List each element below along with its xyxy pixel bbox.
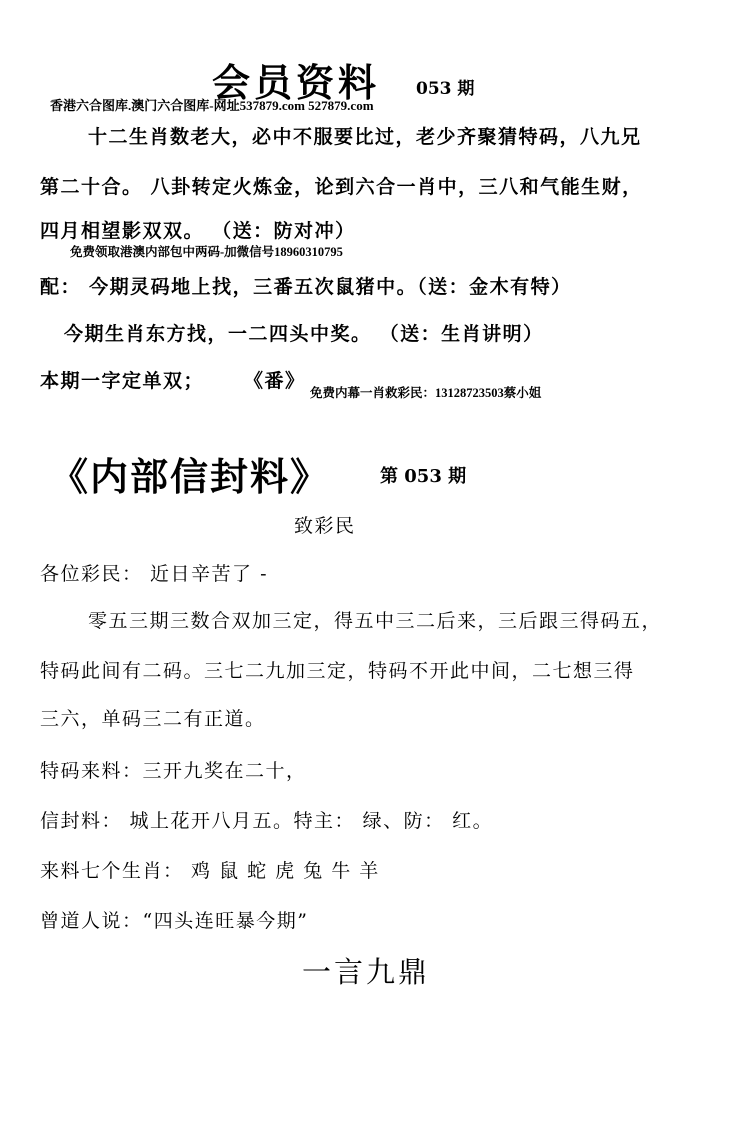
site-url-line: 香港六合图库.澳门六合图库-网址537879.com 527879.com <box>50 98 374 113</box>
letter-salutation-title: 致彩民 <box>294 515 356 537</box>
letter-issue: 第 053 期 <box>380 466 467 487</box>
poem-line-2: 第二十合。 八卦转定火炼金，论到六合一肖中，三八和气能生财， <box>40 176 643 198</box>
poem-line-6-fan: 《番》 <box>244 370 306 392</box>
ad-note-1: 免费领取港澳内部包中两码-加微信号18960310795 <box>70 245 343 259</box>
letter-envelope: 信封料： 城上花开八月五。特主： 绿、防： 红。 <box>40 810 494 832</box>
letter-greeting: 各位彩民： 近日辛苦了 - <box>40 563 268 585</box>
poem-line-3: 四月相望影双双。 （送：防对冲） <box>40 220 356 242</box>
letter-paragraph-1: 零五三期三数合双加三定，得五中三二后来，三后跟三得码五， <box>88 610 663 632</box>
letter-title: 《内部信封料》 <box>50 455 331 499</box>
ad-note-2: 免费内幕一肖救彩民：13128723503蔡小姐 <box>310 386 542 400</box>
letter-zodiac-list: 来料七个生肖： 鸡 鼠 蛇 虎 兔 牛 羊 <box>40 860 380 882</box>
poem-line-6: 本期一字定单双； <box>40 370 205 392</box>
letter-saying: 曾道人说：“四头连旺暴今期” <box>40 910 309 932</box>
poem-line-4: 配： 今期灵码地上找，三番五次鼠猪中。（送：金木有特） <box>40 276 572 298</box>
page-title: 会员资料 <box>212 61 381 105</box>
letter-paragraph-2: 特码此间有二码。三七二九加三定，特码不开此中间，二七想三得 <box>40 660 635 682</box>
poem-line-1: 十二生肖数老大，必中不服要比过，老少齐聚猜特码，八九兄 <box>88 126 642 148</box>
issue-number: 053 期 <box>416 79 475 99</box>
poem-line-5: 今期生肖东方找，一二四头中奖。 （送：生肖讲明） <box>64 323 544 345</box>
letter-paragraph-3: 三六，单码三二有正道。 <box>40 708 266 730</box>
letter-special-code: 特码来料：三开九奖在二十， <box>40 760 307 782</box>
letter-signoff: 一言九鼎 <box>302 955 431 989</box>
